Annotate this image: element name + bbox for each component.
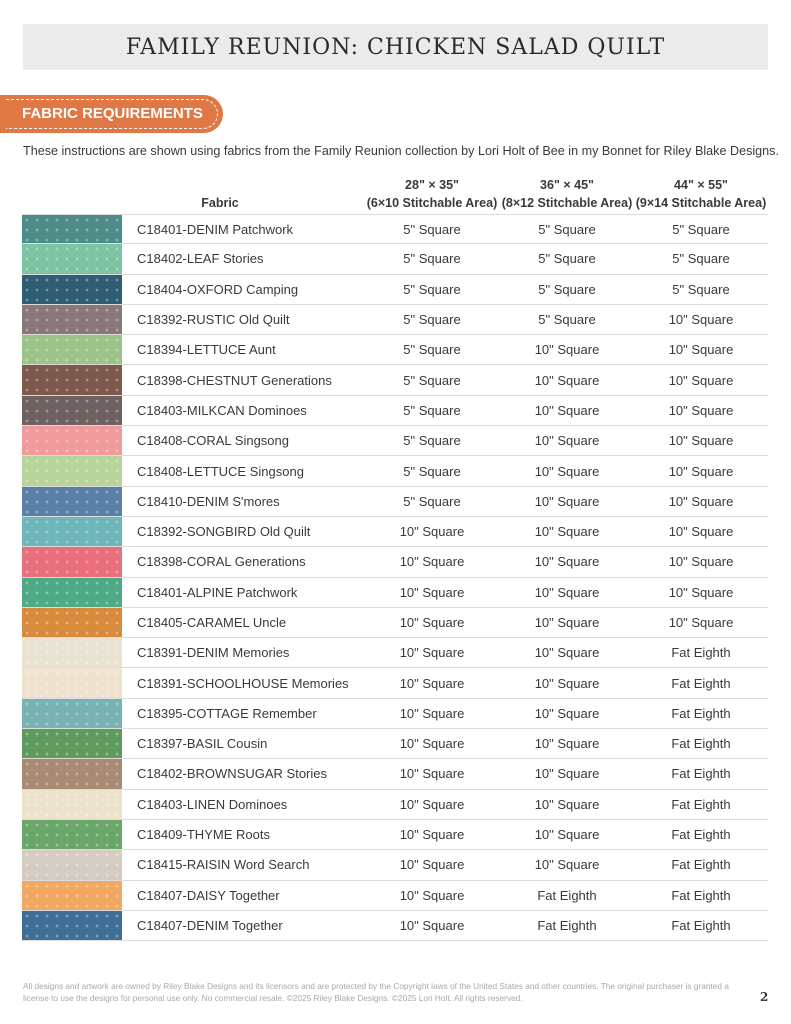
size-medium: 10" Square xyxy=(534,705,600,721)
size-small: 10" Square xyxy=(399,584,465,600)
table-row xyxy=(22,517,768,547)
table-row xyxy=(22,699,768,729)
size-medium: 10" Square xyxy=(534,857,600,873)
fabric-swatch xyxy=(22,608,122,637)
size-small: 10" Square xyxy=(399,615,465,630)
fabric-swatch xyxy=(22,759,122,788)
size-medium: 5" Square xyxy=(538,312,596,328)
table-row xyxy=(22,638,768,668)
fabric-swatch xyxy=(22,215,122,243)
column-header-medium-size: 36" × 45" xyxy=(540,178,594,192)
size-small: 10" Square xyxy=(399,796,465,812)
size-large: 10" Square xyxy=(668,433,734,449)
size-large: Fat Eighth xyxy=(671,796,731,812)
table-row xyxy=(22,396,768,426)
size-medium: 10" Square xyxy=(534,615,600,630)
page-number: 2 xyxy=(760,990,769,1004)
size-large: 10" Square xyxy=(668,554,734,570)
fabric-swatch xyxy=(22,456,122,485)
fabric-name: C18392-SONGBIRD Old Quilt xyxy=(137,524,311,540)
size-small: 10" Square xyxy=(399,766,465,782)
size-medium: 10" Square xyxy=(534,342,600,358)
size-small: 5" Square xyxy=(403,221,461,237)
size-small: 5" Square xyxy=(403,251,461,267)
size-large: Fat Eighth xyxy=(671,736,731,752)
fabric-name: C18404-OXFORD Camping xyxy=(137,281,299,297)
table-row xyxy=(22,578,768,608)
fabric-swatch xyxy=(22,335,122,364)
fabric-swatch xyxy=(22,911,122,940)
fabric-name: C18407-DENIM Together xyxy=(137,917,283,933)
fabric-swatch xyxy=(22,638,122,667)
table-row xyxy=(22,729,768,759)
size-small: 5" Square xyxy=(403,433,461,449)
fabric-swatch xyxy=(22,820,122,849)
size-large: Fat Eighth xyxy=(671,857,731,873)
fabric-name: C18398-CHESTNUT Generations xyxy=(137,372,332,388)
fabric-swatch xyxy=(22,578,122,607)
size-large: 10" Square xyxy=(668,402,734,418)
table-row xyxy=(22,547,768,577)
copyright-footer: All designs and artwork are owned by Riley Blake Designs and its licensors and are protected by the Copyright laws of the United States and other countries. The original purchaser is granted a license to use the designs for personal use only. No commercial resale. ©2025 Riley Blake Designs. ©2025 Lori Holt. All rights reserved. xyxy=(23,981,729,1003)
fabric-name: C18407-DAISY Together xyxy=(137,887,280,903)
fabric-name: C18392-RUSTIC Old Quilt xyxy=(137,312,290,328)
size-medium: 10" Square xyxy=(534,796,600,812)
fabric-swatch xyxy=(22,699,122,728)
size-small: 10" Square xyxy=(399,887,465,903)
table-row xyxy=(22,850,768,880)
table-row xyxy=(22,426,768,456)
page-title: FAMILY REUNION: CHICKEN SALAD QUILT xyxy=(125,34,666,60)
size-small: 10" Square xyxy=(399,705,465,721)
size-small: 10" Square xyxy=(399,675,465,691)
fabric-name: C18391-SCHOOLHOUSE Memories xyxy=(137,675,349,691)
fabric-swatch xyxy=(22,517,122,546)
table-row xyxy=(22,244,768,274)
size-small: 10" Square xyxy=(399,645,465,661)
size-medium: Fat Eighth xyxy=(537,917,597,933)
fabric-swatch xyxy=(22,396,122,425)
size-large: Fat Eighth xyxy=(671,675,731,691)
table-row xyxy=(22,790,768,820)
fabric-swatch xyxy=(22,244,122,273)
fabric-swatch xyxy=(22,487,122,516)
title-bar xyxy=(23,24,768,70)
fabric-swatch xyxy=(22,547,122,576)
size-small: 10" Square xyxy=(399,917,465,933)
size-small: 10" Square xyxy=(399,857,465,873)
table-row xyxy=(22,820,768,850)
size-medium: 10" Square xyxy=(534,493,600,509)
fabric-table xyxy=(22,214,768,941)
table-row xyxy=(22,456,768,486)
size-large: 5" Square xyxy=(672,281,730,297)
size-large: 10" Square xyxy=(668,312,734,328)
fabric-name: C18397-BASIL Cousin xyxy=(137,736,268,752)
fabric-swatch xyxy=(22,305,122,334)
fabric-name: C18410-DENIM S'mores xyxy=(137,493,280,509)
size-large: Fat Eighth xyxy=(671,887,731,903)
size-small: 5" Square xyxy=(403,312,461,328)
section-tab xyxy=(0,95,223,133)
fabric-name: C18391-DENIM Memories xyxy=(137,645,290,661)
size-medium: 10" Square xyxy=(534,675,600,691)
column-header-medium-area: (8×12 Stitchable Area) xyxy=(501,196,633,210)
size-large: 10" Square xyxy=(668,524,734,540)
size-small: 10" Square xyxy=(399,827,465,843)
size-medium: 5" Square xyxy=(538,251,596,267)
size-large: 10" Square xyxy=(668,615,734,630)
size-small: 10" Square xyxy=(399,524,465,540)
table-row xyxy=(22,305,768,335)
table-row xyxy=(22,365,768,395)
fabric-name: C18408-LETTUCE Singsong xyxy=(137,463,304,479)
fabric-name: C18395-COTTAGE Remember xyxy=(137,705,317,721)
size-medium: 10" Square xyxy=(534,554,600,570)
fabric-name: C18402-LEAF Stories xyxy=(137,251,264,267)
table-row xyxy=(22,214,768,244)
size-medium: 10" Square xyxy=(534,433,600,449)
fabric-swatch xyxy=(22,881,122,910)
table-row xyxy=(22,608,768,638)
fabric-name: C18401-ALPINE Patchwork xyxy=(137,584,298,600)
fabric-name: C18408-CORAL Singsong xyxy=(137,433,289,449)
table-row xyxy=(22,335,768,365)
column-header-large-size: 44" × 55" xyxy=(674,178,728,192)
column-header-fabric: Fabric xyxy=(201,196,239,210)
fabric-name: C18394-LETTUCE Aunt xyxy=(137,342,276,358)
size-small: 5" Square xyxy=(403,281,461,297)
table-row xyxy=(22,911,768,941)
fabric-swatch xyxy=(22,426,122,455)
size-small: 5" Square xyxy=(403,463,461,479)
size-medium: 10" Square xyxy=(534,645,600,661)
size-large: 10" Square xyxy=(668,342,734,358)
fabric-name: C18402-BROWNSUGAR Stories xyxy=(137,766,327,782)
table-row xyxy=(22,487,768,517)
size-large: 10" Square xyxy=(668,372,734,388)
size-medium: 10" Square xyxy=(534,584,600,600)
fabric-swatch xyxy=(22,850,122,879)
size-medium: 10" Square xyxy=(534,827,600,843)
fabric-swatch xyxy=(22,729,122,758)
size-large: 10" Square xyxy=(668,493,734,509)
table-row xyxy=(22,668,768,698)
size-medium: 5" Square xyxy=(538,281,596,297)
size-small: 5" Square xyxy=(403,372,461,388)
size-large: Fat Eighth xyxy=(671,645,731,661)
column-header-small-size: 28" × 35" xyxy=(405,178,459,192)
size-small: 5" Square xyxy=(403,402,461,418)
size-medium: 10" Square xyxy=(534,463,600,479)
fabric-name: C18398-CORAL Generations xyxy=(137,554,306,570)
fabric-name: C18415-RAISIN Word Search xyxy=(137,857,310,873)
size-medium: 10" Square xyxy=(534,372,600,388)
fabric-swatch xyxy=(22,790,122,819)
size-medium: 10" Square xyxy=(534,524,600,540)
size-medium: 10" Square xyxy=(534,766,600,782)
size-small: 5" Square xyxy=(403,493,461,509)
size-large: Fat Eighth xyxy=(671,766,731,782)
fabric-name: C18401-DENIM Patchwork xyxy=(137,221,294,237)
size-large: Fat Eighth xyxy=(671,827,731,843)
size-medium: 10" Square xyxy=(534,736,600,752)
fabric-name: C18405-CARAMEL Uncle xyxy=(137,615,287,630)
fabric-swatch xyxy=(22,668,122,697)
table-row xyxy=(22,759,768,789)
fabric-name: C18409-THYME Roots xyxy=(137,827,270,843)
fabric-swatch xyxy=(22,365,122,394)
table-row xyxy=(22,275,768,305)
fabric-swatch xyxy=(22,275,122,304)
size-large: 5" Square xyxy=(672,221,730,237)
intro-text: These instructions are shown using fabrics from the Family Reunion collection by Lori Holt of Bee in my Bonnet for Riley Blake Designs. xyxy=(23,144,779,158)
size-small: 5" Square xyxy=(403,342,461,358)
size-small: 10" Square xyxy=(399,736,465,752)
size-medium: Fat Eighth xyxy=(537,887,597,903)
size-large: Fat Eighth xyxy=(671,705,731,721)
size-medium: 10" Square xyxy=(534,402,600,418)
fabric-name: C18403-LINEN Dominoes xyxy=(137,796,288,812)
section-label: FABRIC REQUIREMENTS xyxy=(22,105,203,122)
size-large: 10" Square xyxy=(668,463,734,479)
column-header-small-area: (6×10 Stitchable Area) xyxy=(366,196,498,210)
size-medium: 5" Square xyxy=(538,221,596,237)
fabric-name: C18403-MILKCAN Dominoes xyxy=(137,402,307,418)
size-large: Fat Eighth xyxy=(671,917,731,933)
size-large: 10" Square xyxy=(668,584,734,600)
table-row xyxy=(22,881,768,911)
size-small: 10" Square xyxy=(399,554,465,570)
size-large: 5" Square xyxy=(672,251,730,267)
column-header-large-area: (9×14 Stitchable Area) xyxy=(635,196,767,210)
